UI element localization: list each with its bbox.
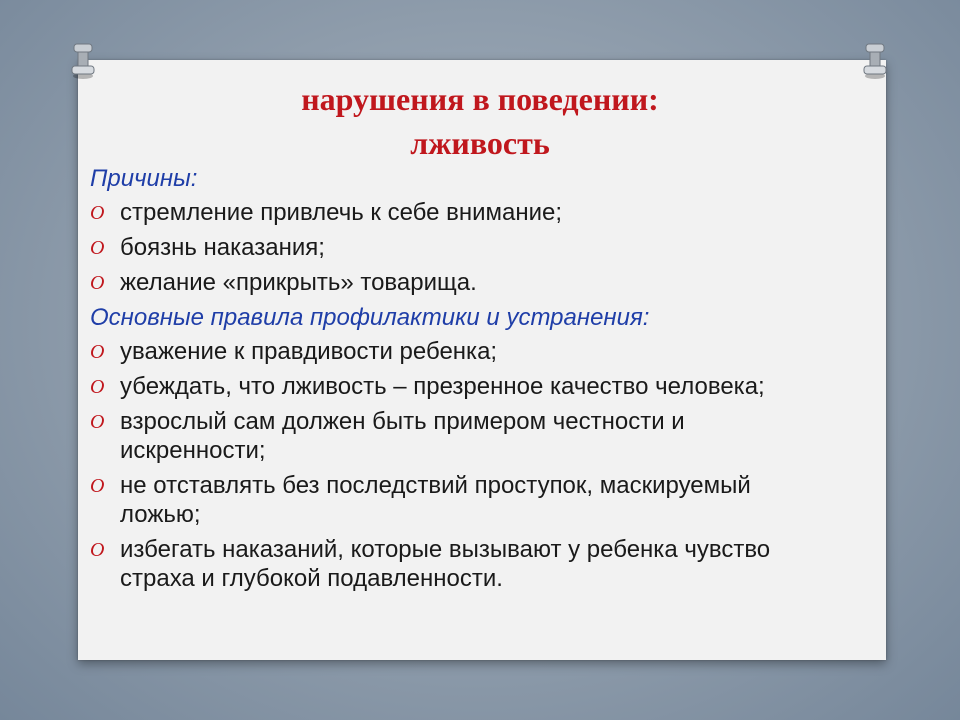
bullet-icon: O <box>90 237 105 259</box>
list-item <box>90 407 830 465</box>
slide-title-line2: лживость <box>410 125 550 161</box>
list-item-text: не отставлять без последствий проступок, маскируемый ложью; <box>120 472 751 528</box>
list-item-text: боязнь наказания; <box>120 234 325 261</box>
list-item-text: стремление привлечь к себе внимание; <box>120 199 563 226</box>
section-heading-rules: Основные правила профилактики и устранения: <box>90 304 650 331</box>
slide-title: нарушения в поведении: <box>301 81 659 117</box>
list-item <box>90 268 830 297</box>
list-item-text: уважение к правдивости ребенка; <box>120 338 498 365</box>
section-heading-causes: Причины: <box>90 165 198 192</box>
bullet-icon: O <box>90 411 105 433</box>
list-item-text: взрослый сам должен быть примером честности и искренности; <box>120 408 685 464</box>
list-item <box>90 372 830 401</box>
list-item-text: желание «прикрыть» товарища. <box>120 269 477 296</box>
bullet-icon: O <box>90 202 105 224</box>
list-item <box>90 198 830 227</box>
list-item <box>90 535 830 593</box>
list-item <box>90 471 830 529</box>
bullet-icon: O <box>90 539 105 561</box>
bullet-icon: O <box>90 272 105 294</box>
list-item <box>90 233 830 262</box>
pushpin-icon <box>66 40 100 80</box>
list-item <box>90 337 830 366</box>
slide-content <box>90 164 830 599</box>
bullet-icon: O <box>90 475 105 497</box>
pushpin-icon <box>858 40 892 80</box>
list-item-text: избегать наказаний, которые вызывают у ребенка чувство страха и глубокой подавленности. <box>120 536 771 592</box>
bullet-icon: O <box>90 341 105 363</box>
list-item-text: убеждать, что лживость – презренное качество человека; <box>120 373 765 400</box>
bullet-icon: O <box>90 376 105 398</box>
